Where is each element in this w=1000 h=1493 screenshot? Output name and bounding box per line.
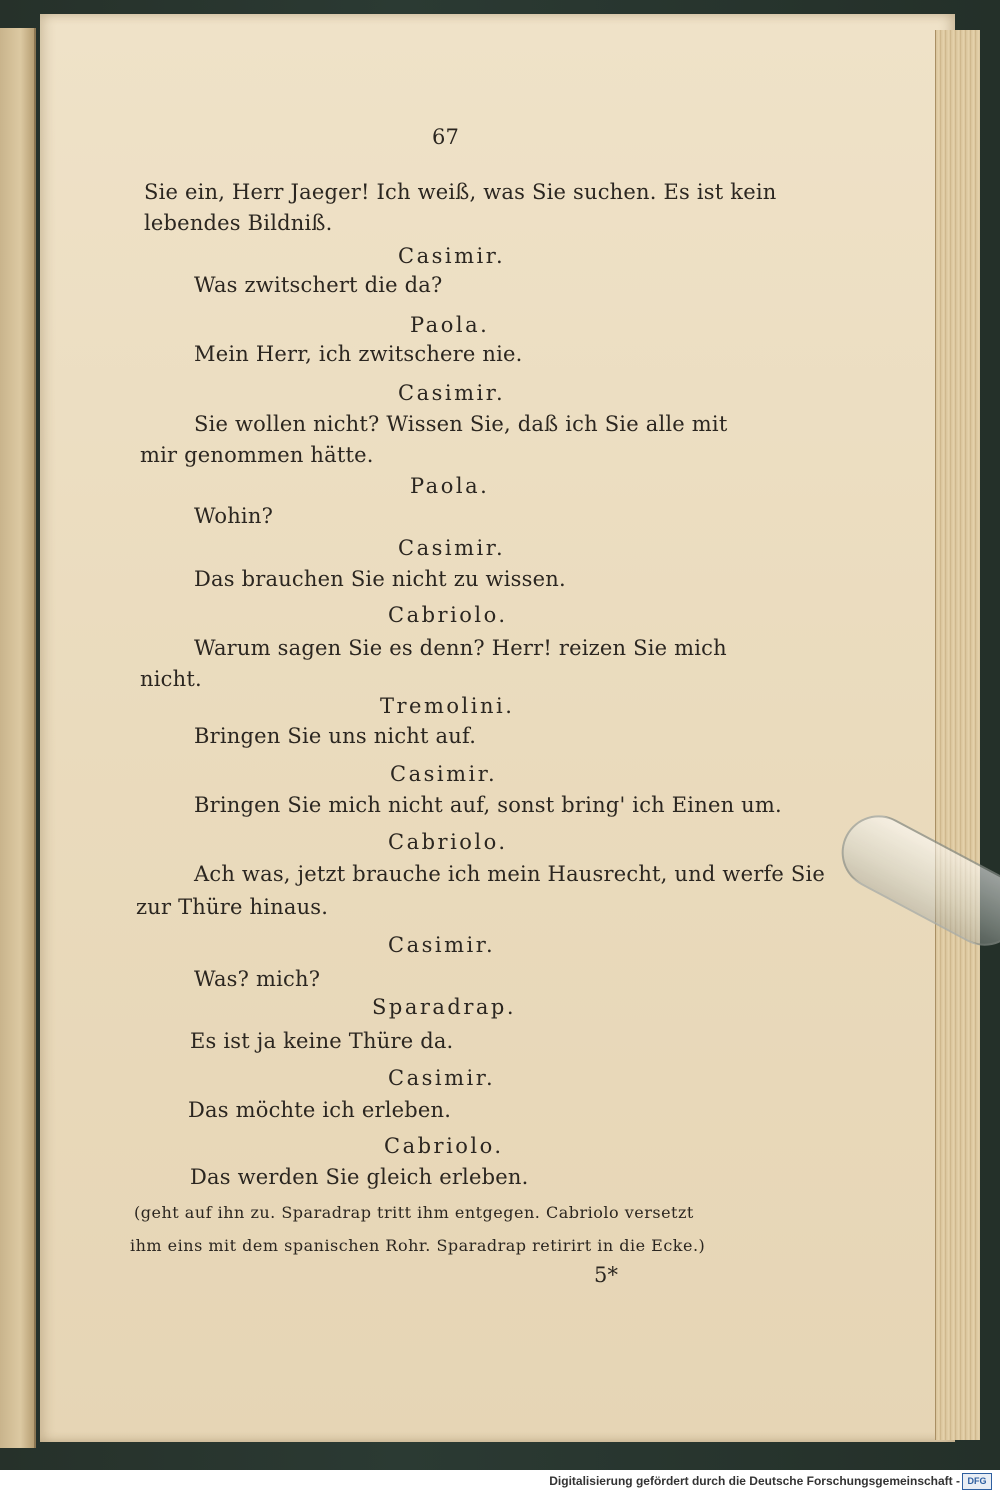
funding-credit: Digitalisierung gefördert durch die Deutsche Forschungsgemeinschaft - [549, 1474, 960, 1488]
speaker-name: Sparadrap. [372, 995, 517, 1019]
page-stack-edge [935, 30, 980, 1440]
dialogue-line: Warum sagen Sie es denn? Herr! reizen Sie mich [194, 636, 727, 660]
stage-direction: ihm eins mit dem spanischen Rohr. Sparadrap retirirt in die Ecke.) [130, 1236, 706, 1255]
speaker-name: Casimir. [390, 762, 498, 786]
page-text [130, 0, 826, 1470]
dialogue-line: Bringen Sie mich nicht auf, sonst bring' ich Einen um. [194, 793, 782, 817]
dialogue-line: Das möchte ich erleben. [188, 1098, 452, 1122]
speaker-name: Casimir. [398, 536, 506, 560]
dialogue-line: nicht. [140, 667, 202, 691]
speaker-name: Cabriolo. [384, 1134, 504, 1158]
dialogue-line: Das werden Sie gleich erleben. [190, 1165, 529, 1189]
dialogue-line: Was? mich? [194, 967, 321, 991]
dialogue-line: Es ist ja keine Thüre da. [190, 1029, 454, 1053]
speaker-name: Paola. [410, 313, 490, 337]
dialogue-line: Was zwitschert die da? [194, 273, 443, 297]
speaker-name: Casimir. [388, 1066, 496, 1090]
speaker-name: Tremolini. [380, 694, 515, 718]
dialogue-line: Ach was, jetzt brauche ich mein Hausrecht, und werfe Sie [194, 862, 826, 886]
signature-mark: 5* [594, 1263, 619, 1287]
previous-page-edge [0, 28, 36, 1448]
dialogue-line: zur Thüre hinaus. [136, 895, 329, 919]
dialogue-line: Bringen Sie uns nicht auf. [194, 724, 477, 748]
dialogue-line: Mein Herr, ich zwitschere nie. [194, 342, 523, 366]
dialogue-line: Das brauchen Sie nicht zu wissen. [194, 567, 566, 591]
speaker-name: Casimir. [398, 244, 506, 268]
dialogue-line: Sie wollen nicht? Wissen Sie, daß ich Sie alle mit [194, 412, 728, 436]
speaker-name: Casimir. [398, 381, 506, 405]
stage-direction: (geht auf ihn zu. Sparadrap tritt ihm entgegen. Cabriolo versetzt [134, 1203, 694, 1222]
text-line: lebendes Bildniß. [144, 211, 333, 235]
dfg-logo: DFG [962, 1473, 992, 1490]
digitization-footer [0, 1470, 1000, 1493]
speaker-name: Paola. [410, 474, 490, 498]
dialogue-line: Wohin? [194, 504, 274, 528]
page-number: 67 [432, 125, 460, 149]
speaker-name: Cabriolo. [388, 603, 508, 627]
speaker-name: Casimir. [388, 933, 496, 957]
speaker-name: Cabriolo. [388, 830, 508, 854]
dialogue-line: mir genommen hätte. [140, 443, 374, 467]
text-line: Sie ein, Herr Jaeger! Ich weiß, was Sie suchen. Es ist kein [144, 180, 777, 204]
